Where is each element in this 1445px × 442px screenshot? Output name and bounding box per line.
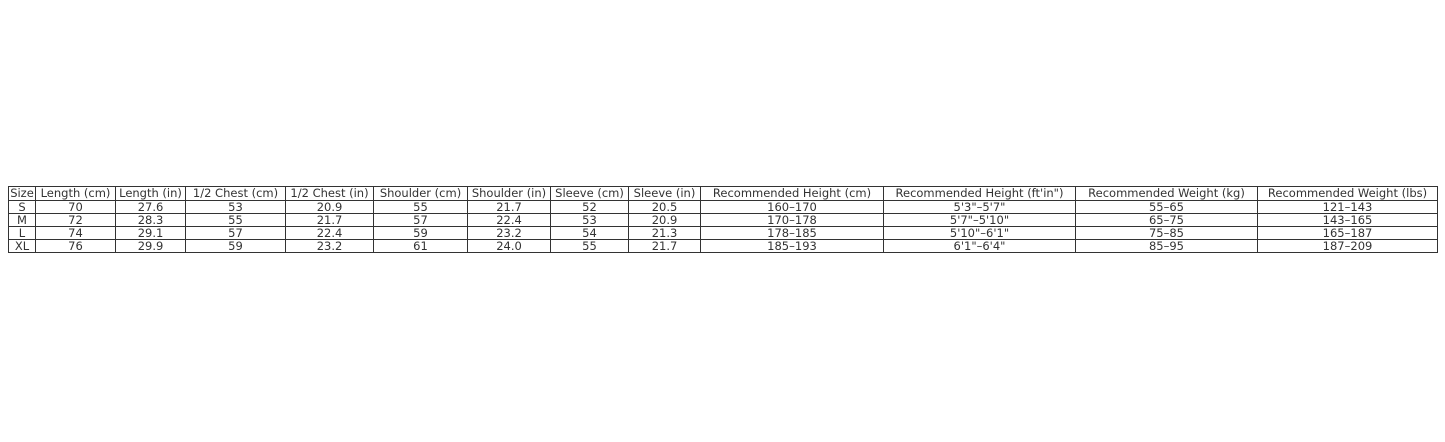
column-header-length-in: Length (in) — [116, 187, 186, 201]
column-header-sleeve-cm: Sleeve (cm) — [551, 187, 629, 201]
table-cell: 187–209 — [1258, 240, 1438, 253]
table-cell: 5'7"–5'10" — [884, 214, 1076, 227]
column-header-rec-height-ftin: Recommended Height (ft'in") — [884, 187, 1076, 201]
table-cell: 160–170 — [701, 201, 884, 214]
table-cell: 21.7 — [468, 201, 551, 214]
table-cell: 21.3 — [629, 227, 701, 240]
column-header-shoulder-in: Shoulder (in) — [468, 187, 551, 201]
column-header-half-chest-cm: 1/2 Chest (cm) — [186, 187, 286, 201]
column-header-rec-weight-lbs: Recommended Weight (lbs) — [1258, 187, 1438, 201]
table-cell: 28.3 — [116, 214, 186, 227]
table-cell: 59 — [374, 227, 468, 240]
table-cell: 22.4 — [468, 214, 551, 227]
table-cell: 85–95 — [1076, 240, 1258, 253]
table-cell: 20.5 — [629, 201, 701, 214]
table-cell: 54 — [551, 227, 629, 240]
column-header-shoulder-cm: Shoulder (cm) — [374, 187, 468, 201]
table-cell: 55 — [551, 240, 629, 253]
table-cell: 74 — [36, 227, 116, 240]
column-header-length-cm: Length (cm) — [36, 187, 116, 201]
table-cell: 5'10"–6'1" — [884, 227, 1076, 240]
column-header-rec-height-cm: Recommended Height (cm) — [701, 187, 884, 201]
table-cell: 29.9 — [116, 240, 186, 253]
table-cell: 23.2 — [286, 240, 374, 253]
table-cell: 52 — [551, 201, 629, 214]
header-row — [9, 187, 1438, 201]
table-cell: 61 — [374, 240, 468, 253]
column-header-half-chest-in: 1/2 Chest (in) — [286, 187, 374, 201]
table-cell: 53 — [551, 214, 629, 227]
table-cell: 65–75 — [1076, 214, 1258, 227]
table-cell: 27.6 — [116, 201, 186, 214]
table-row-size-xl — [9, 240, 1438, 253]
table-cell: 55 — [186, 214, 286, 227]
table-row-size-s — [9, 201, 1438, 214]
table-cell: 165–187 — [1258, 227, 1438, 240]
table-cell: 57 — [186, 227, 286, 240]
table-cell: L — [9, 227, 36, 240]
table-cell: 55 — [374, 201, 468, 214]
column-header-size: Size — [10, 186, 34, 200]
table-cell: 21.7 — [629, 240, 701, 253]
table-cell: 24.0 — [468, 240, 551, 253]
table-cell: 121–143 — [1258, 201, 1438, 214]
table-cell: 143–165 — [1258, 214, 1438, 227]
table-cell: 76 — [36, 240, 116, 253]
table-row-size-l — [9, 227, 1438, 240]
table-cell: 29.1 — [116, 227, 186, 240]
table-cell: 59 — [186, 240, 286, 253]
table-cell: S — [9, 201, 36, 214]
table-cell: 178–185 — [701, 227, 884, 240]
table-cell: 23.2 — [468, 227, 551, 240]
table-cell: 185–193 — [701, 240, 884, 253]
table-cell: 170–178 — [701, 214, 884, 227]
table-cell: M — [9, 214, 36, 227]
table-cell: 20.9 — [629, 214, 701, 227]
table-cell: 75–85 — [1076, 227, 1258, 240]
table-cell: 70 — [36, 201, 116, 214]
table-cell: 6'1"–6'4" — [884, 240, 1076, 253]
table-cell: 57 — [374, 214, 468, 227]
table-cell: 21.7 — [286, 214, 374, 227]
table-cell: 20.9 — [286, 201, 374, 214]
table-cell: 72 — [36, 214, 116, 227]
column-header-sleeve-in: Sleeve (in) — [629, 187, 701, 201]
table-row-size-m — [9, 214, 1438, 227]
table-cell: 22.4 — [286, 227, 374, 240]
table-cell: 55–65 — [1076, 201, 1258, 214]
table-cell: 5'3"–5'7" — [884, 201, 1076, 214]
size-chart-table — [8, 186, 1438, 253]
table-cell: XL — [9, 240, 36, 253]
column-header-rec-weight-kg: Recommended Weight (kg) — [1076, 187, 1258, 201]
table-cell: 53 — [186, 201, 286, 214]
